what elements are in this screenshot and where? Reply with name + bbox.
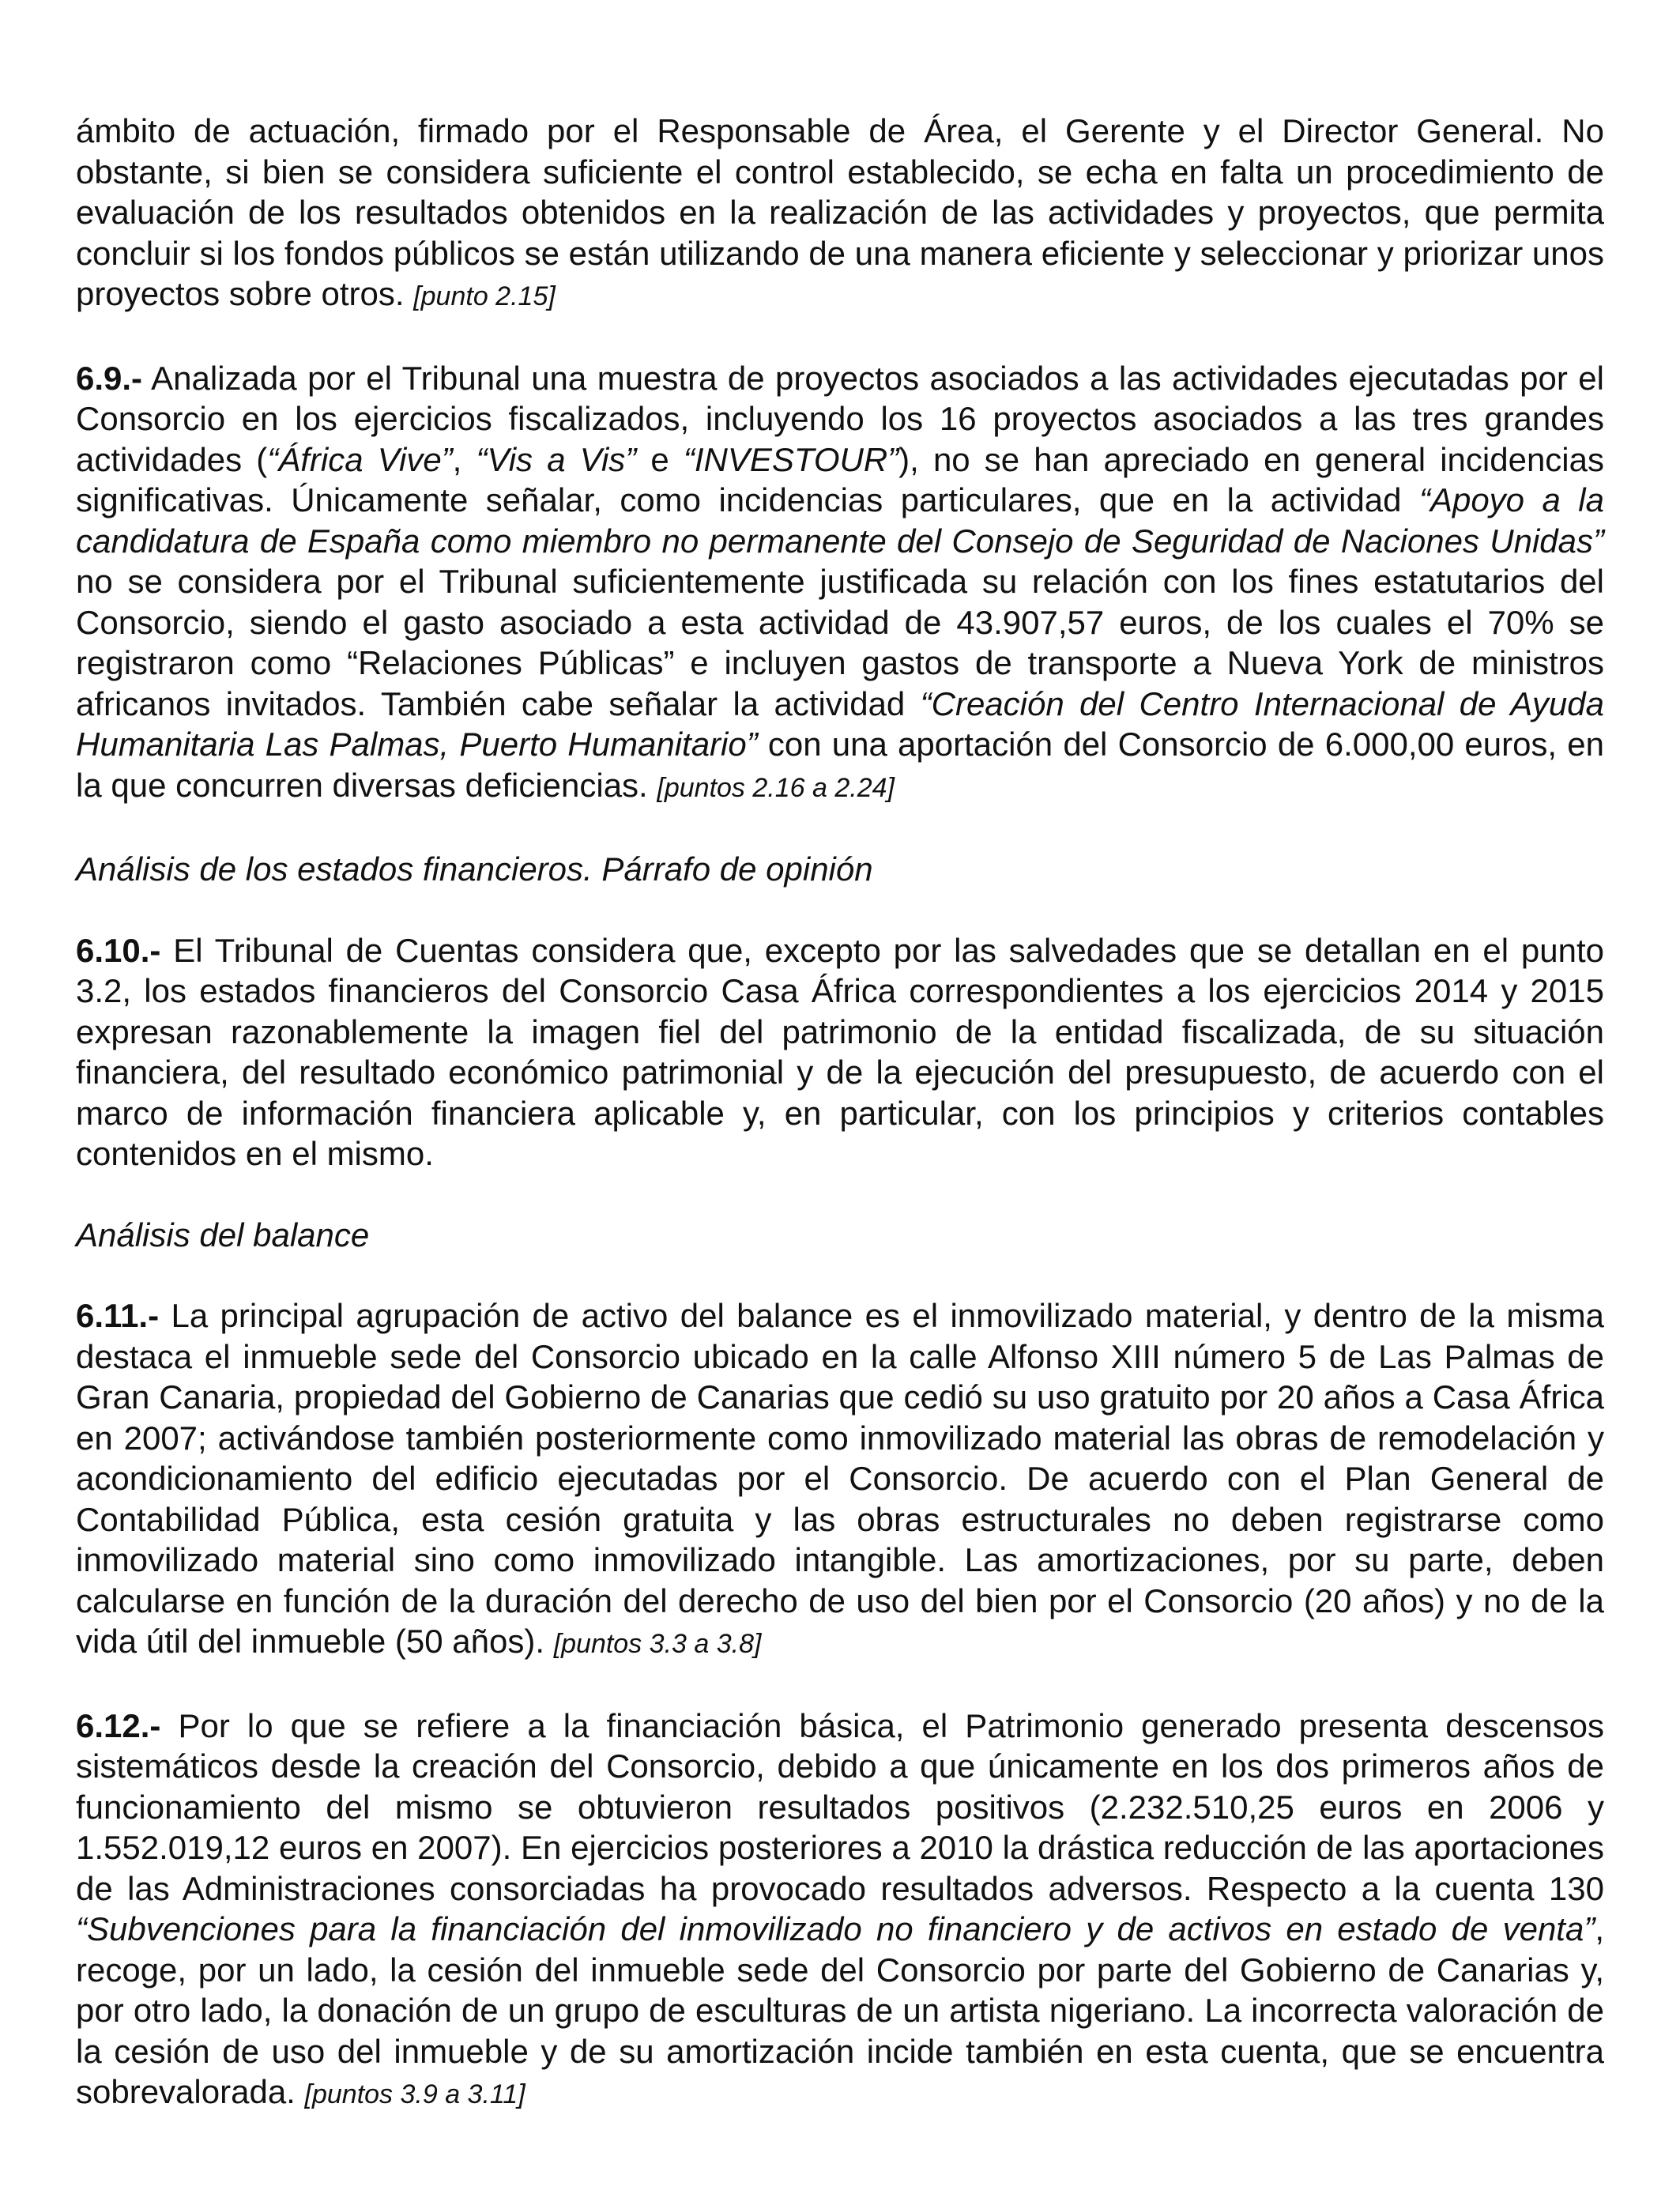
activity-name: “África Vive”	[267, 440, 453, 478]
document-page	[76, 111, 1604, 2156]
paragraph-6-12	[76, 1706, 1604, 2116]
reference-note: [puntos 2.16 a 2.24]	[657, 772, 895, 803]
reference-note: [puntos 3.9 a 3.11]	[304, 2079, 525, 2109]
paragraph-text: e	[636, 440, 684, 478]
paragraph-text: , recoge, por un lado, la cesión del inmueble sede del Consorcio por parte del Gobierno de Canarias y, por otro lado, la donación de un grupo de esculturas de un artista nigeriano. La incorrecta valoración de la cesión de uso del inmueble y de su amortización incide también en esta cuenta, que se encuentra sobrevalorada.	[76, 1910, 1604, 2110]
account-name: “Subvenciones para la financiación del inmovilizado no financiero y de activos en estado de venta”	[76, 1910, 1595, 1947]
activity-name: “Vis a Vis”	[476, 440, 637, 478]
reference-note: [punto 2.15]	[413, 281, 556, 311]
paragraph-text: ámbito de actuación, firmado por el Responsable de Área, el Gerente y el Director General. No obstante, si bien se considera suficiente el control establecido, se echa en falta un procedimiento de evaluación de los resultados obtenidos en la realización de las actividades y proyectos, que permita concluir si los fondos públicos se están utilizando de una manera eficiente y seleccionar y priorizar unos proyectos sobre otros.	[76, 112, 1604, 312]
paragraph-text: no se considera por el Tribunal suficientemente justificada su relación con los fines estatutarios del Consorcio, siendo el gasto asociado a esta actividad de 43.907,57 euros, de los cuales el 70% se registraron como “Relaciones Públicas” e incluyen gastos de transporte a Nueva York de ministros africanos invitados. También cabe señalar la actividad	[76, 563, 1604, 722]
paragraph-number: 6.10.-	[76, 931, 161, 969]
paragraph-number: 6.11.-	[76, 1297, 160, 1334]
paragraph-6-10	[76, 930, 1604, 1174]
paragraph-6-9	[76, 358, 1604, 809]
paragraph-text: ), no se han apreciado en general incidencias significativas. Únicamente señalar, como incidencias particulares, que en la actividad	[76, 440, 1604, 518]
paragraph-text: con una aportación del Consorcio de 6.000,00 euros, en la que concurren diversas deficiencias.	[76, 726, 1604, 804]
activity-name: “Apoyo a la candidatura de España como miembro no permanente del Consejo de Seguridad de Naciones Unidas”	[76, 481, 1604, 560]
paragraph-number: 6.9.-	[76, 359, 143, 397]
reference-note: [puntos 3.3 a 3.8]	[553, 1629, 762, 1659]
paragraph-text: El Tribunal de Cuentas considera que, excepto por las salvedades que se detallan en el punto 3.2, los estados financieros del Consorcio Casa África correspondientes a los ejercicios 2014 y 2015 expresan razonablemente la imagen fiel del patrimonio de la entidad fiscalizada, de su situación financiera, del resultado económico patrimonial y de la ejecución del presupuesto, de acuerdo con el marco de información financiera aplicable y, en particular, con los principios y criterios contables contenidos en el mismo.	[76, 931, 1604, 1172]
activity-name: “Creación del Centro Internacional de Ayuda Humanitaria Las Palmas, Puerto Humanitario”	[76, 684, 1604, 763]
paragraph-number: 6.12.-	[76, 1706, 161, 1744]
paragraph-text: Analizada por el Tribunal una muestra de proyectos asociados a las actividades ejecutadas por el Consorcio en los ejercicios fiscalizados, incluyendo los 16 proyectos asociados a las tres grandes actividades (	[76, 359, 1604, 478]
paragraph-text: Por lo que se refiere a la financiación básica, el Patrimonio generado presenta descensos sistemáticos desde la creación del Consorcio, debido a que únicamente en los dos primeros años de funcionamiento del mismo se obtuvieron resultados positivos (2.232.510,25 euros en 2006 y 1.552.019,12 euros en 2007). En ejercicios posteriores a 2010 la drástica reducción de las aportaciones de las Administraciones consorciadas ha provocado resultados adversos. Respecto a la cuenta 130	[76, 1706, 1604, 1907]
paragraph-6-11	[76, 1295, 1604, 1665]
paragraph-control-procedures	[76, 111, 1604, 318]
activity-name: “INVESTOUR”	[683, 440, 899, 478]
paragraph-text: ,	[452, 440, 477, 478]
section-heading-financial-statements: Análisis de los estados financieros. Párrafo de opinión	[76, 850, 873, 888]
paragraph-text: La principal agrupación de activo del balance es el inmovilizado material, y dentro de la misma destaca el inmueble sede del Consorcio ubicado en la calle Alfonso XIII número 5 de Las Palmas de Gran Canaria, propiedad del Gobierno de Canarias que cedió su uso gratuito por 20 años a Casa África en 2007; activándose también posteriormente como inmovilizado material las obras de remodelación y acondicionamiento del edificio ejecutadas por el Consorcio. De acuerdo con el Plan General de Contabilidad Pública, esta cesión gratuita y las obras estructurales no deben registrarse como inmovilizado material sino como inmovilizado intangible. Las amortizaciones, por su parte, deben calcularse en función de la duración del derecho de uso del bien por el Consorcio (20 años) y no de la vida útil del inmueble (50 años).	[76, 1297, 1604, 1660]
section-heading-balance: Análisis del balance	[76, 1216, 370, 1253]
